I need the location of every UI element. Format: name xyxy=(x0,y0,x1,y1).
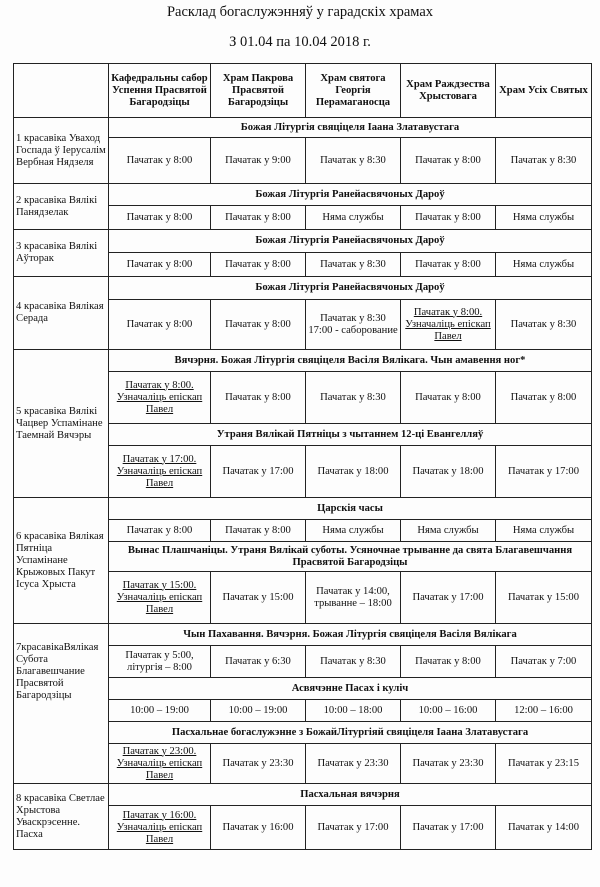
time-cell: Пачатак у 17:00 xyxy=(401,572,496,624)
time-cell: Пачатак у 14:00, трыванне – 18:00 xyxy=(306,572,401,624)
time-cell: Пачатак у 17:00 xyxy=(401,806,496,850)
time-cell: Няма службы xyxy=(496,206,592,230)
column-header: Храм Пакрова Прасвятой Багародзіцы xyxy=(211,64,306,118)
time-cell: Пачатак у 8:30 xyxy=(306,372,401,424)
time-cell: Пачатак у 14:00 xyxy=(496,806,592,850)
schedule-table xyxy=(13,63,592,850)
time-cell: Няма службы xyxy=(306,206,401,230)
time-cell: Пачатак у 9:00 xyxy=(211,138,306,184)
time-cell: 10:00 – 19:00 xyxy=(211,700,306,722)
day-label: 3 красавіка Вялікі Аўторак xyxy=(14,230,109,277)
time-cell: Пачатак у 15:00 xyxy=(211,572,306,624)
time-cell: Пачатак у 16:00 xyxy=(211,806,306,850)
time-cell: Пачатак у 7:00 xyxy=(496,646,592,678)
time-cell: Пачатак у 23:00. Узначаліць епіскап Павел xyxy=(109,744,211,784)
page-subtitle: З 01.04 па 10.04 2018 г. xyxy=(229,34,371,50)
time-cell: Пачатак у 18:00 xyxy=(401,446,496,498)
time-cell: Пачатак у 8:00 xyxy=(109,206,211,230)
time-cell: Пачатак у 8:00 xyxy=(401,138,496,184)
service-title: Пасхальная вячэрня xyxy=(109,784,592,806)
header-row xyxy=(14,64,592,118)
time-cell: Пачатак у 6:30 xyxy=(211,646,306,678)
time-cell: Пачатак у 8:00 xyxy=(401,372,496,424)
time-cell: Пачатак у 8:30 xyxy=(306,646,401,678)
time-cell: Пачатак у 16:00. Узначаліць епіскап Павел xyxy=(109,806,211,850)
time-cell: Пачатак у 8:00 xyxy=(401,253,496,277)
time-cell: Няма службы xyxy=(306,520,401,542)
time-cell: Пачатак у 8:00 xyxy=(211,300,306,350)
column-header: Храм Усіх Святых xyxy=(496,64,592,118)
day-label: 1 красавіка Увaход Госпада ў Іерусалім Вербная Нядзеля xyxy=(14,118,109,184)
time-cell: Пачатак у 23:30 xyxy=(211,744,306,784)
time-cell: Няма службы xyxy=(496,253,592,277)
time-cell: Пачатак у 8:30 xyxy=(306,138,401,184)
service-title: Асвячэнне Пасах і куліч xyxy=(109,678,592,700)
service-title: Царскія часы xyxy=(109,498,592,520)
service-title: Утраня Вялікай Пятніцы з чытаннем 12-ці Евангелляў xyxy=(109,424,592,446)
time-cell: Пачатак у 8:30 17:00 - саборование xyxy=(306,300,401,350)
time-cell: Пачатак у 23:15 xyxy=(496,744,592,784)
service-title: Пасхальнае богаслужэнне з БожайЛітургіяй свяціцеля Іаана Златавустага xyxy=(109,722,592,744)
time-cell: Пачатак у 8:00 xyxy=(401,646,496,678)
column-header: Кафедральны сабор Успення Прасвятой Багародзіцы xyxy=(109,64,211,118)
day-label: 2 красавіка Вялікі Панядзелак xyxy=(14,184,109,230)
time-cell: 10:00 – 16:00 xyxy=(401,700,496,722)
time-cell: Пачатак у 15:00 xyxy=(496,572,592,624)
day-label: 4 красавіка Вялікая Серада xyxy=(14,277,109,350)
time-cell: Пачатак у 8:00 xyxy=(211,372,306,424)
corner-cell xyxy=(14,64,109,118)
column-header: Храм Раждзества Хрыстовага xyxy=(401,64,496,118)
service-title: Божая Літургія Ранейасвячоных Дароў xyxy=(109,184,592,206)
time-cell: Пачатак у 8:00 xyxy=(109,300,211,350)
time-cell: Пачатак у 8:00 xyxy=(496,372,592,424)
page-title: Расклад богаслужэнняў у гарадскіх храмах xyxy=(166,4,434,20)
time-cell: Пачатак у 17:00. Узначаліць епіскап Павел xyxy=(109,446,211,498)
time-cell: Пачатак у 18:00 xyxy=(306,446,401,498)
time-cell: Пачатак у 5:00, літургія – 8:00 xyxy=(109,646,211,678)
service-title: Вячэрня. Божая Літургія свяціцеля Васіля Вялікага. Чын амавення ног* xyxy=(109,350,592,372)
time-cell: 10:00 – 18:00 xyxy=(306,700,401,722)
time-cell: Пачатак у 8:00 xyxy=(109,253,211,277)
time-cell: Пачатак у 8:00 xyxy=(211,253,306,277)
time-cell: 10:00 – 19:00 xyxy=(109,700,211,722)
day-label: 8 красавіка Светлае Хрыстова Уваскрэсенне. Пасха xyxy=(14,784,109,850)
time-cell: Пачатак у 8:00 xyxy=(401,206,496,230)
day-label: 7красавікаВялікая Субота Благавешчание Прасвятой Багародзіцы xyxy=(14,624,109,784)
time-cell: Пачатак у 17:00 xyxy=(211,446,306,498)
time-cell: Пачатак у 8:30 xyxy=(496,300,592,350)
day-label: 5 красавіка Вялікі Чацвер Успамінане Таемнай Вячэры xyxy=(14,350,109,498)
time-cell: Пачатак у 23:30 xyxy=(401,744,496,784)
service-title: Божая Літургія свяціцеля Іаана Златавустага xyxy=(109,118,592,138)
time-cell: Пачатак у 23:30 xyxy=(306,744,401,784)
time-cell: Пачатак у 8:00. Узначаліць епіскап Павел xyxy=(109,372,211,424)
time-cell: Пачатак у 8:00 xyxy=(109,520,211,542)
time-cell: Пачатак у 8:00. Узначаліць епіскап Павел xyxy=(401,300,496,350)
time-cell: Пачатак у 17:00 xyxy=(496,446,592,498)
time-cell: Пачатак у 8:00 xyxy=(211,206,306,230)
service-title: Чын Пахавання. Вячэрня. Божая Літургія свяціцеля Васіля Вялікага xyxy=(109,624,592,646)
service-title: Божая Літургія Ранейасвячоных Дароў xyxy=(109,277,592,300)
time-cell: Пачатак у 8:30 xyxy=(496,138,592,184)
time-cell: Пачатак у 8:30 xyxy=(306,253,401,277)
service-title: Вынас Плашчаніцы. Утраня Вялікай суботы. Усяночнае трыванне да свята Благавешчання Прасвятой Багародзіцы xyxy=(109,542,592,572)
time-cell: Няма службы xyxy=(496,520,592,542)
time-cell: Пачатак у 8:00 xyxy=(211,520,306,542)
time-cell: Пачатак у 15:00. Узначаліць епіскап Павел xyxy=(109,572,211,624)
day-label: 6 красавіка Вялікая Пятніца Успамінане Крыжовых Пакут Ісуса Хрыста xyxy=(14,498,109,624)
column-header: Храм святога Георгія Перамаганосца xyxy=(306,64,401,118)
time-cell: 12:00 – 16:00 xyxy=(496,700,592,722)
service-title: Божая Літургія Ранейасвячоных Дароў xyxy=(109,230,592,253)
time-cell: Няма службы xyxy=(401,520,496,542)
time-cell: Пачатак у 17:00 xyxy=(306,806,401,850)
time-cell: Пачатак у 8:00 xyxy=(109,138,211,184)
